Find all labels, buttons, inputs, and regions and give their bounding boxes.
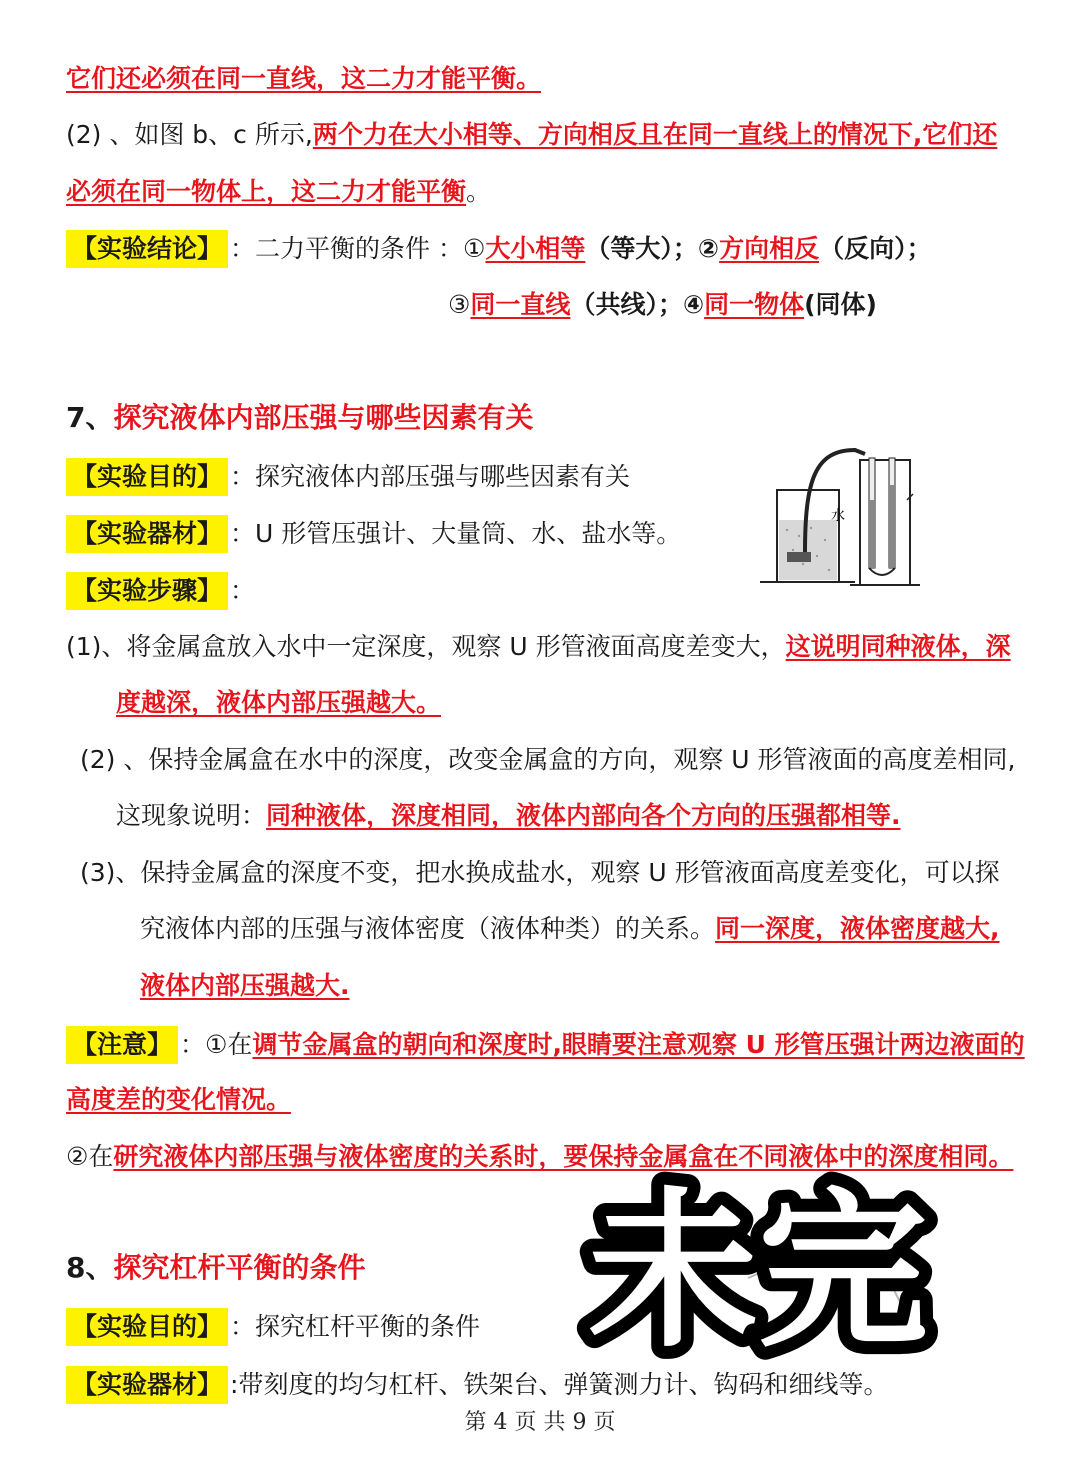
sec7-step1-line2 bbox=[116, 686, 441, 720]
sec6-step2-line2 bbox=[66, 175, 491, 209]
sec7-number: 7、 bbox=[66, 401, 114, 434]
sec7-step2-line1 bbox=[80, 743, 1016, 777]
sec8-purpose bbox=[66, 1308, 480, 1346]
step2-red: 同种液体，深度相同，液体内部向各个方向的压强都相等. bbox=[266, 801, 901, 830]
sec7-step3-line1 bbox=[80, 856, 1000, 890]
sec7-note-line1 bbox=[66, 1026, 1025, 1064]
sec6-line1-red: 它们还必须在同一直线，这二力才能平衡。 bbox=[66, 64, 542, 93]
equipment-text: ：U 形管压强计、大量筒、水、盐水等。 bbox=[230, 519, 682, 548]
step1-text: (1)、将金属盒放入水中一定深度，观察 U 形管液面高度差变大， bbox=[66, 632, 786, 661]
sec8-number: 8、 bbox=[66, 1251, 114, 1284]
step1-red1: 这说明同种液体，深 bbox=[785, 632, 1011, 661]
purpose-text: ：探究液体内部压强与哪些因素有关 bbox=[230, 462, 631, 491]
steps-tag: 【实验步骤】 bbox=[66, 572, 228, 610]
page-footer: 第 4 页 共 9 页 bbox=[464, 1410, 616, 1435]
condition-4: 同一物体 bbox=[704, 290, 805, 319]
sec6-step2-line1 bbox=[66, 118, 997, 152]
sec7-heading bbox=[66, 400, 534, 436]
condition-2-note: （反向）； bbox=[819, 234, 932, 263]
sec6-step2-red2: 必须在同一物体上，这二力才能平衡 bbox=[66, 177, 467, 206]
sec6-step2-red1: 两个力在大小相等、方向相反且在同一直线上的情况下,它们还 bbox=[312, 120, 998, 149]
sec7-equipment bbox=[66, 515, 681, 553]
condition-3-note: （共线）；④ bbox=[570, 290, 705, 319]
conclusion-text: ：二力平衡的条件 ：① bbox=[230, 234, 486, 263]
sec7-steps bbox=[66, 572, 255, 610]
sec7-title: 探究液体内部压强与哪些因素有关 bbox=[113, 401, 534, 434]
sec8-heading bbox=[66, 1250, 366, 1286]
sec6-line1 bbox=[66, 62, 541, 96]
condition-1: 大小相等 bbox=[485, 234, 586, 263]
step3-text1: (3)、保持金属盒的深度不变，把水换成盐水，观察 U 形管液面高度差变化，可以探 bbox=[80, 858, 1000, 887]
sec8-purpose-text: ：探究杠杆平衡的条件 bbox=[230, 1312, 481, 1341]
steps-colon: ： bbox=[230, 576, 256, 605]
unfinished-stamp bbox=[548, 1168, 968, 1368]
sec8-purpose-tag: 【实验目的】 bbox=[66, 1308, 228, 1346]
step1-red2: 度越深，液体内部压强越大。 bbox=[116, 688, 442, 717]
sec8-equipment-tag: 【实验器材】 bbox=[66, 1366, 228, 1404]
step3-red1: 同一深度，液体密度越大, bbox=[715, 914, 1000, 943]
water-label: 水 bbox=[831, 508, 845, 524]
condition-3: 同一直线 bbox=[470, 290, 571, 319]
note2-red: 研究液体内部压强与液体密度的关系时，要保持金属盒在不同液体中的深度相同。 bbox=[113, 1142, 1014, 1171]
stamp-text: 未完 bbox=[587, 1173, 929, 1368]
sec7-step3-line3 bbox=[140, 969, 350, 1003]
step2-text1: (2) 、保持金属盒在水中的深度，改变金属盒的方向，观察 U 形管液面的高度差相同, bbox=[80, 745, 1016, 774]
manometer-figure bbox=[755, 440, 935, 595]
sec8-title: 探究杠杆平衡的条件 bbox=[113, 1251, 366, 1284]
equipment-tag: 【实验器材】 bbox=[66, 515, 228, 553]
note-red1: 调节金属盒的朝向和深度时,眼睛要注意观察 U 形管压强计两边液面的 bbox=[252, 1030, 1025, 1059]
condition-2: 方向相反 bbox=[719, 234, 820, 263]
note2-pre: ②在 bbox=[66, 1142, 114, 1171]
condition-1-note: （等大）；② bbox=[585, 234, 720, 263]
sec8-equipment-text: :带刻度的均匀杠杆、铁架台、弹簧测力计、钩码和细线等。 bbox=[230, 1370, 889, 1399]
condition-4-note: (同体) bbox=[804, 290, 877, 319]
sec6-step2-prefix: (2) 、如图 b、c 所示, bbox=[66, 120, 313, 149]
sec7-note-line2 bbox=[66, 1083, 291, 1117]
sec7-step3-line2 bbox=[140, 912, 1000, 946]
purpose-tag: 【实验目的】 bbox=[66, 458, 228, 496]
sec6-conclusion-line2 bbox=[448, 288, 877, 322]
step3-red2: 液体内部压强越大. bbox=[140, 971, 350, 1000]
step3-text2: 究液体内部的压强与液体密度（液体种类）的关系。 bbox=[140, 914, 716, 943]
sec6-step2-end: 。 bbox=[466, 177, 492, 206]
sec6-conclusion-line1 bbox=[66, 230, 932, 268]
sec7-step1-line1 bbox=[66, 630, 1011, 664]
sec7-purpose bbox=[66, 458, 630, 496]
sec8-equipment bbox=[66, 1366, 888, 1404]
step2-text2: 这现象说明： bbox=[116, 801, 267, 830]
conclusion-tag: 【实验结论】 bbox=[66, 230, 228, 268]
note-text: ：①在 bbox=[180, 1030, 253, 1059]
sec7-step2-line2 bbox=[116, 799, 901, 833]
note-tag: 【注意】 bbox=[66, 1026, 178, 1064]
condition-3-pre: ③ bbox=[448, 290, 471, 319]
note-red2: 高度差的变化情况。 bbox=[66, 1085, 292, 1114]
